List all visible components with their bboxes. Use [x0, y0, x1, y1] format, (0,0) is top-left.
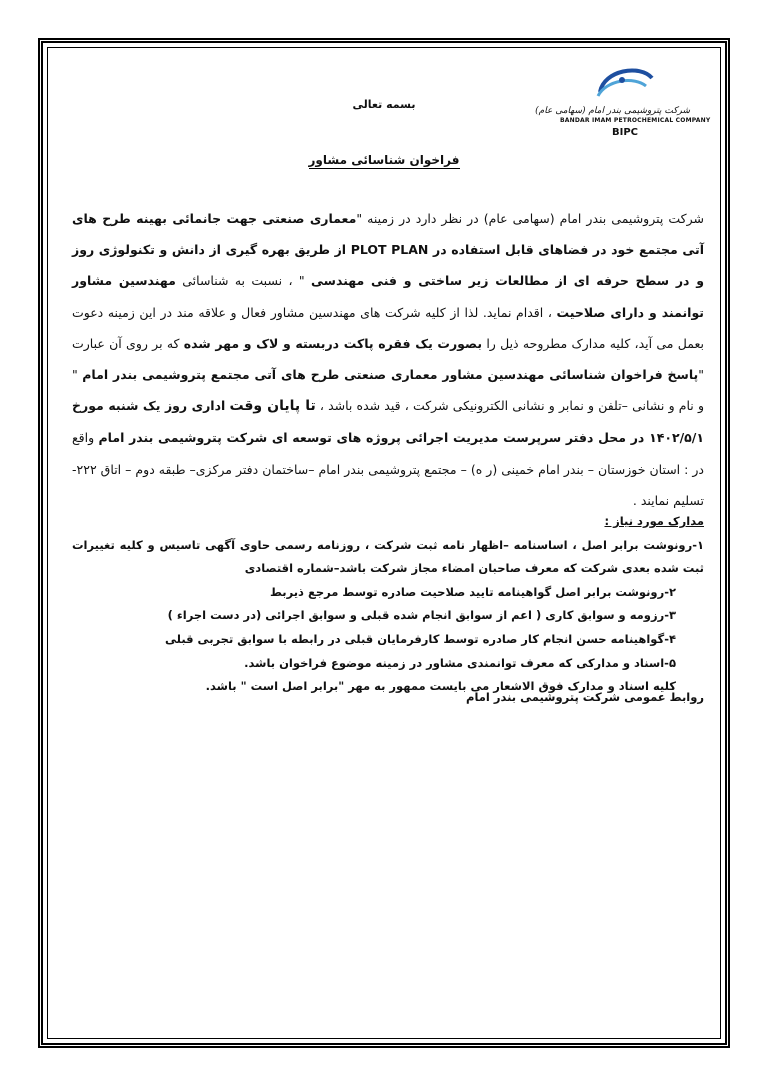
body-part-9: " و نام و نشانی –تلفن و نمابر و نشانی الکترونیکی شرکت ، قید شده باشد ، — [72, 367, 704, 414]
company-logo — [535, 62, 711, 162]
document-item-2: ۲-رونوشت برابر اصل گواهینامه تایید صلاحیت صادره توسط مرجع ذیربط — [269, 584, 676, 599]
document-item-4: ۴-گواهینامه حسن انجام کار صادره توسط کارفرمایان قبلی در رابطه با سوابق تجربی قبلی — [165, 631, 676, 646]
bipc-emblem-icon — [590, 62, 660, 110]
document-item-1: ۱-رونوشت برابر اصل ، اساسنامه –اظهار نامه ثبت شرکت ، روزنامه رسمی حاوی آگهی تاسیس و کلیه تغییرات ثبت شده بعدی شرکت که معرف صاحبان امضاء مجاز شرکت باشد–شماره اقتصادی — [72, 537, 704, 576]
documents-note: کلیه اسناد و مدارک فوق الاشعار می بایست ممهور به مهر "برابر اصل است " باشد. — [205, 679, 676, 694]
body-part-11: اداری روز یک شنبه مورخ ۱۴۰۲/۵/۱ در محل دفتر سرپرست مدیریت اجرائی پروژه های توسعه ای شرکت پتروشیمی بندر امام — [72, 398, 704, 446]
body-part-12: واقع در : استان خوزستان – بندر امام خمینی (ر ه) – مجتمع پتروشیمی بندر امام –ساختمان دفتر مرکزی– طبقه دوم – اتاق ۲۲۲- تسلیم نمایند . — [72, 430, 704, 508]
bismillah-heading: بسمه تعالی — [352, 98, 416, 111]
body-part-8: پاسخ فراخوان شناسائی مهندسین مشاور معماری صنعتی طرح های آتی مجتمع پتروشیمی بندر امام — [82, 367, 699, 383]
page-title — [234, 153, 534, 167]
body-part-1: شرکت پتروشیمی بندر امام (سهامی عام) در نظر دارد در زمینه " — [356, 211, 704, 226]
logo-abbreviation: BIPC — [611, 127, 638, 138]
logo-english-name: BANDAR IMAM PETROCHEMICAL COMPANY — [560, 117, 711, 124]
required-documents — [72, 510, 704, 699]
body-part-3: " ، نسبت به شناسائی — [182, 273, 305, 289]
body-part-5: ، اقدام نماید. لذا از کلیه شرکت های مهندسین مشاور فعال و علاقه مند در این زمینه دعوت بعمل می آید، کلیه مدارک مطروحه ذیل را — [72, 304, 704, 351]
public-relations-signature: روابط عمومی شرکت پتروشیمی بندر امام — [466, 690, 704, 704]
body-part-7: که بر روی آن عبارت " — [72, 335, 704, 383]
document-item-3: ۳-رزومه و سوابق کاری ( اعم از سوابق انجام شده قبلی و سوابق اجرائی (در دست اجراء ) — [167, 608, 676, 623]
page-title-text: فراخوان شناسائی مشاور — [308, 153, 460, 167]
body-part-2: معماری صنعتی جهت جانمائی بهینه طرح های آتی مجتمع خود در فضاهای قابل استفاده در PLOT PLAN از طریق بهره گیری از دانش و تکنولوژی روز و در سطح حرفه ای از مطالعات زیر ساختی و فنی مهندسی — [72, 211, 704, 289]
documents-heading: مدارک مورد نیاز : — [604, 514, 704, 528]
announcement-body — [72, 203, 704, 516]
logo-persian-name: شرکت پتروشیمی بندر امام (سهامی عام) — [535, 106, 690, 116]
document-item-5: ۵-اسناد و مدارکی که معرف توانمندی مشاور در زمینه موضوع فراخوان باشد. — [244, 655, 676, 670]
body-part-6: بصورت یک فقره پاکت دربسته و لاک و مهر شده — [183, 335, 483, 351]
body-part-4: مهندسین مشاور توانمند و دارای صلاحیت — [72, 273, 704, 320]
body-part-10: تا پایان وقت — [229, 398, 316, 415]
